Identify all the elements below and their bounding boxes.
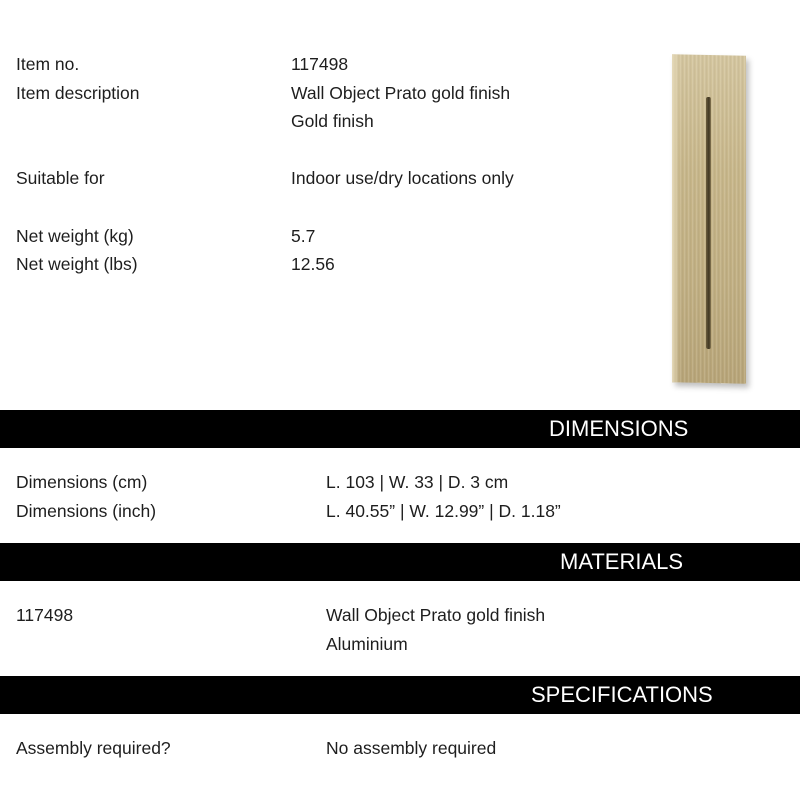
product-slot xyxy=(706,97,711,349)
suitable-for-value: Indoor use/dry locations only xyxy=(291,168,514,188)
item-no-value: 117498 xyxy=(291,54,349,74)
item-description-line2: Gold finish xyxy=(291,111,374,131)
dimensions-inch-value: L. 40.55” | W. 12.99” | D. 1.18” xyxy=(326,501,561,521)
assembly-label: Assembly required? xyxy=(16,738,171,758)
item-description-label: Item description xyxy=(16,83,140,103)
net-weight-lbs-value: 12.56 xyxy=(291,254,335,274)
net-weight-kg-value: 5.7 xyxy=(291,226,316,246)
assembly-value: No assembly required xyxy=(326,738,497,758)
suitable-for-label: Suitable for xyxy=(16,168,105,188)
dimensions-cm-label: Dimensions (cm) xyxy=(16,472,148,492)
dimensions-header xyxy=(0,410,800,448)
specifications-header xyxy=(0,676,800,714)
item-no-label: Item no. xyxy=(16,54,80,74)
net-weight-lbs-label: Net weight (lbs) xyxy=(16,254,138,274)
product-image xyxy=(672,54,746,384)
net-weight-kg-label: Net weight (kg) xyxy=(16,226,134,246)
materials-header xyxy=(0,543,800,581)
materials-value-line2: Aluminium xyxy=(326,634,408,654)
item-description-line1: Wall Object Prato gold finish xyxy=(291,83,511,103)
dimensions-inch-label: Dimensions (inch) xyxy=(16,501,157,521)
materials-value-line1: Wall Object Prato gold finish xyxy=(326,605,546,625)
dimensions-cm-value: L. 103 | W. 33 | D. 3 cm xyxy=(326,472,509,492)
materials-item-label: 117498 xyxy=(16,605,74,625)
materials-heading: MATERIALS xyxy=(560,549,684,574)
specifications-heading: SPECIFICATIONS xyxy=(531,682,713,707)
dimensions-heading: DIMENSIONS xyxy=(549,416,689,441)
